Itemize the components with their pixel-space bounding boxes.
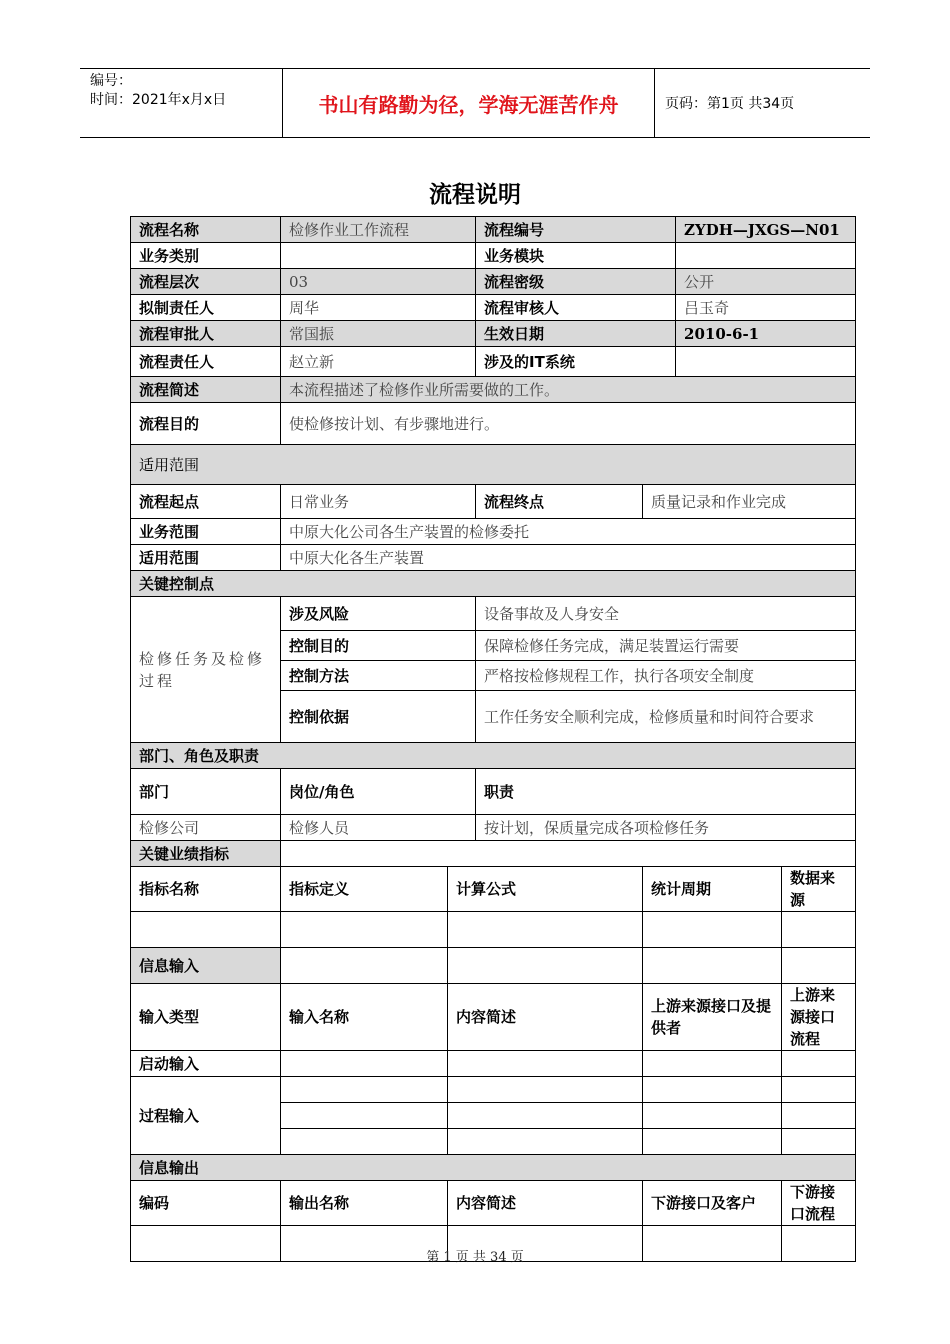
input-section-blank xyxy=(782,948,856,984)
risk-label: 涉及风险 xyxy=(281,597,476,631)
output-header: 内容简述 xyxy=(448,1181,643,1226)
role-header: 岗位/角色 xyxy=(281,769,476,815)
kpi-cell xyxy=(782,912,856,948)
output-header: 编码 xyxy=(131,1181,281,1226)
input-cell xyxy=(782,1129,856,1155)
dept-value: 检修公司 xyxy=(131,815,281,841)
input-cell xyxy=(782,1077,856,1103)
input-header: 上游来源接口流程 xyxy=(782,984,856,1051)
apply-value: 中原大化各生产装置 xyxy=(281,545,856,571)
output-section: 信息输出 xyxy=(131,1155,856,1181)
input-header: 上游来源接口及提供者 xyxy=(643,984,782,1051)
type-label: 业务类别 xyxy=(131,243,281,269)
input-cell xyxy=(643,1103,782,1129)
reviewer-value: 吕玉奇 xyxy=(676,295,856,321)
input-header: 输入类型 xyxy=(131,984,281,1051)
kpi-header: 指标定义 xyxy=(281,867,448,912)
input-section: 信息输入 xyxy=(131,948,281,984)
input-cell xyxy=(643,1129,782,1155)
kpi-header: 统计周期 xyxy=(643,867,782,912)
input-cell xyxy=(643,1051,782,1077)
number-label: 编号： xyxy=(90,73,132,89)
duty-value: 按计划，保质量完成各项检修任务 xyxy=(476,815,856,841)
table-row xyxy=(131,403,856,445)
approver-label: 流程审批人 xyxy=(131,321,281,347)
input-cell xyxy=(782,1103,856,1129)
drafter-value: 周华 xyxy=(281,295,476,321)
table-row xyxy=(131,912,856,948)
kpi-cell xyxy=(281,912,448,948)
table-row xyxy=(131,269,856,295)
page-footer: 第 1 页 共 34 页 xyxy=(426,1250,524,1265)
process-table xyxy=(130,216,856,1262)
purpose-label: 流程目的 xyxy=(131,403,281,445)
date-value: 2010-6-1 xyxy=(676,321,856,347)
table-row xyxy=(131,571,856,597)
input-cell xyxy=(448,1103,643,1129)
table-row xyxy=(131,217,856,243)
goal-label: 控制目的 xyxy=(281,631,476,661)
kpi-section-blank xyxy=(281,841,856,867)
input-cell xyxy=(281,1077,448,1103)
level-label: 流程层次 xyxy=(131,269,281,295)
level-value: 03 xyxy=(281,269,476,295)
owner-value: 赵立新 xyxy=(281,347,476,377)
date-label: 生效日期 xyxy=(476,321,676,347)
table-row xyxy=(131,1051,856,1077)
input-cell xyxy=(281,1129,448,1155)
code-value: ZYDH—JXGS—N01 xyxy=(676,217,856,243)
kpi-cell xyxy=(448,912,643,948)
header-motto: 书山有路勤为径，学海无涯苦作舟 xyxy=(282,69,655,137)
module-value xyxy=(676,243,856,269)
reviewer-label: 流程审核人 xyxy=(476,295,676,321)
basis-value: 工作任务安全顺利完成，检修质量和时间符合要求 xyxy=(476,691,856,743)
apply-label: 适用范围 xyxy=(131,545,281,571)
input-section-blank xyxy=(281,948,448,984)
it-label: 涉及的IT系统 xyxy=(476,347,676,377)
input-section-blank xyxy=(448,948,643,984)
table-row xyxy=(131,243,856,269)
control-item: 检修任务及检修过程 xyxy=(131,597,281,743)
input-cell xyxy=(448,1051,643,1077)
input-cell xyxy=(782,1051,856,1077)
method-label: 控制方法 xyxy=(281,661,476,691)
table-row xyxy=(131,1181,856,1226)
header-meta xyxy=(80,69,282,137)
table-row xyxy=(131,743,856,769)
table-row xyxy=(131,321,856,347)
output-header: 下游接口及客户 xyxy=(643,1181,782,1226)
input-section-blank xyxy=(643,948,782,984)
input-cell xyxy=(281,1051,448,1077)
input-cell xyxy=(448,1129,643,1155)
basis-label: 控制依据 xyxy=(281,691,476,743)
name-value: 检修作业工作流程 xyxy=(281,217,476,243)
kpi-header: 计算公式 xyxy=(448,867,643,912)
page-header xyxy=(80,68,870,138)
input-header: 内容简述 xyxy=(448,984,643,1051)
table-row xyxy=(131,984,856,1051)
summary-label: 流程简述 xyxy=(131,377,281,403)
table-row xyxy=(131,485,856,519)
kpi-cell xyxy=(643,912,782,948)
input-header: 输入名称 xyxy=(281,984,448,1051)
table-row xyxy=(131,1077,856,1103)
module-label: 业务模块 xyxy=(476,243,676,269)
table-row xyxy=(131,841,856,867)
table-row xyxy=(131,1155,856,1181)
purpose-value: 使检修按计划、有步骤地进行。 xyxy=(281,403,856,445)
name-label: 流程名称 xyxy=(131,217,281,243)
time-label: 时间：2021年x月x日 xyxy=(90,92,227,108)
table-row xyxy=(131,295,856,321)
secret-label: 流程密级 xyxy=(476,269,676,295)
table-row xyxy=(131,519,856,545)
risk-value: 设备事故及人身安全 xyxy=(476,597,856,631)
table-row xyxy=(131,867,856,912)
document-title: 流程说明 xyxy=(429,182,521,208)
type-value xyxy=(281,243,476,269)
summary-value: 本流程描述了检修作业所需要做的工作。 xyxy=(281,377,856,403)
end-label: 流程终点 xyxy=(476,485,643,519)
output-header: 输出名称 xyxy=(281,1181,448,1226)
code-label: 流程编号 xyxy=(476,217,676,243)
input-cell xyxy=(643,1077,782,1103)
kpi-cell xyxy=(131,912,281,948)
table-row xyxy=(131,347,856,377)
end-value: 质量记录和作业完成 xyxy=(643,485,856,519)
start-input-label: 启动输入 xyxy=(131,1051,281,1077)
kpi-header: 指标名称 xyxy=(131,867,281,912)
control-section: 关键控制点 xyxy=(131,571,856,597)
goal-value: 保障检修任务完成，满足装置运行需要 xyxy=(476,631,856,661)
duty-header: 职责 xyxy=(476,769,856,815)
header-page-info: 页码：第1页 共34页 xyxy=(665,96,795,112)
process-input-label: 过程输入 xyxy=(131,1077,281,1155)
table-row xyxy=(131,445,856,485)
kpi-section: 关键业绩指标 xyxy=(131,841,281,867)
scope-section: 适用范围 xyxy=(131,445,856,485)
table-row xyxy=(131,377,856,403)
biz-label: 业务范围 xyxy=(131,519,281,545)
roles-section: 部门、角色及职责 xyxy=(131,743,856,769)
output-header: 下游接口流程 xyxy=(782,1181,856,1226)
table-row xyxy=(131,815,856,841)
start-value: 日常业务 xyxy=(281,485,476,519)
biz-value: 中原大化公司各生产装置的检修委托 xyxy=(281,519,856,545)
role-value: 检修人员 xyxy=(281,815,476,841)
kpi-header: 数据来源 xyxy=(782,867,856,912)
table-row xyxy=(131,769,856,815)
table-row xyxy=(131,545,856,571)
approver-value: 常国振 xyxy=(281,321,476,347)
start-label: 流程起点 xyxy=(131,485,281,519)
it-value xyxy=(676,347,856,377)
secret-value: 公开 xyxy=(676,269,856,295)
input-cell xyxy=(448,1077,643,1103)
drafter-label: 拟制责任人 xyxy=(131,295,281,321)
method-value: 严格按检修规程工作，执行各项安全制度 xyxy=(476,661,856,691)
dept-header: 部门 xyxy=(131,769,281,815)
table-row xyxy=(131,597,856,631)
owner-label: 流程责任人 xyxy=(131,347,281,377)
input-cell xyxy=(281,1103,448,1129)
table-row xyxy=(131,948,856,984)
